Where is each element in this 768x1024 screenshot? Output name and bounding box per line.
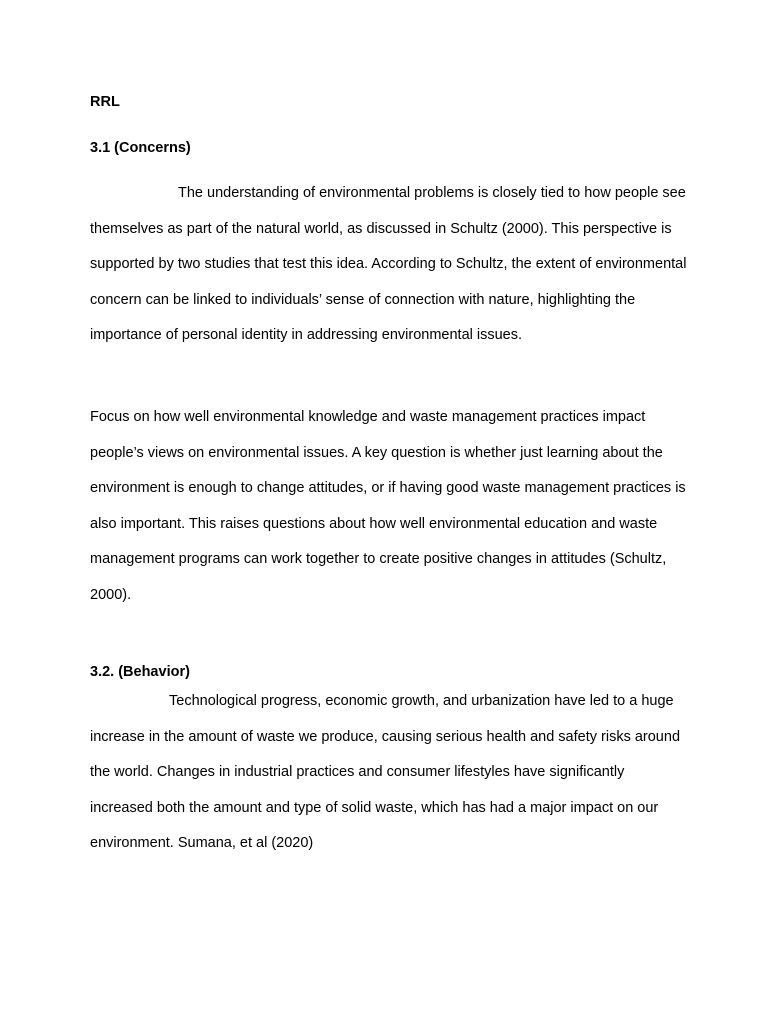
section-heading-behavior: 3.2. (Behavior) [90, 664, 190, 680]
paragraph-concerns-2: Focus on how well environmental knowledge and waste management practices impact people’s views on environmental issues. A key question is whether just learning about the environment is enough to change attitudes, or if having good waste management practices is also important. This raises questions about how well environmental education and waste management programs can work together to create positive changes in attitudes (Schultz, 2000). [90, 409, 686, 603]
paragraph-behavior-1: Technological progress, economic growth, and urbanization have led to a huge increase in the amount of waste we produce, causing serious health and safety risks around the world. Changes in industrial practices and consumer lifestyles have significantly increased both the amount and type of solid waste, which has had a major impact on our environment. Sumana, et al (2020) [90, 693, 681, 852]
document-title: RRL [90, 94, 120, 110]
paragraph-concerns-1: The understanding of environmental problems is closely tied to how people see themselves as part of the natural world, as discussed in Schultz (2000). This perspective is supported by two studies that test this idea. According to Schultz, the extent of environmental concern can be linked to individuals’ sense of connection with nature, highlighting the importance of personal identity in addressing environmental issues. [90, 185, 687, 344]
section-heading-concerns: 3.1 (Concerns) [90, 140, 191, 156]
